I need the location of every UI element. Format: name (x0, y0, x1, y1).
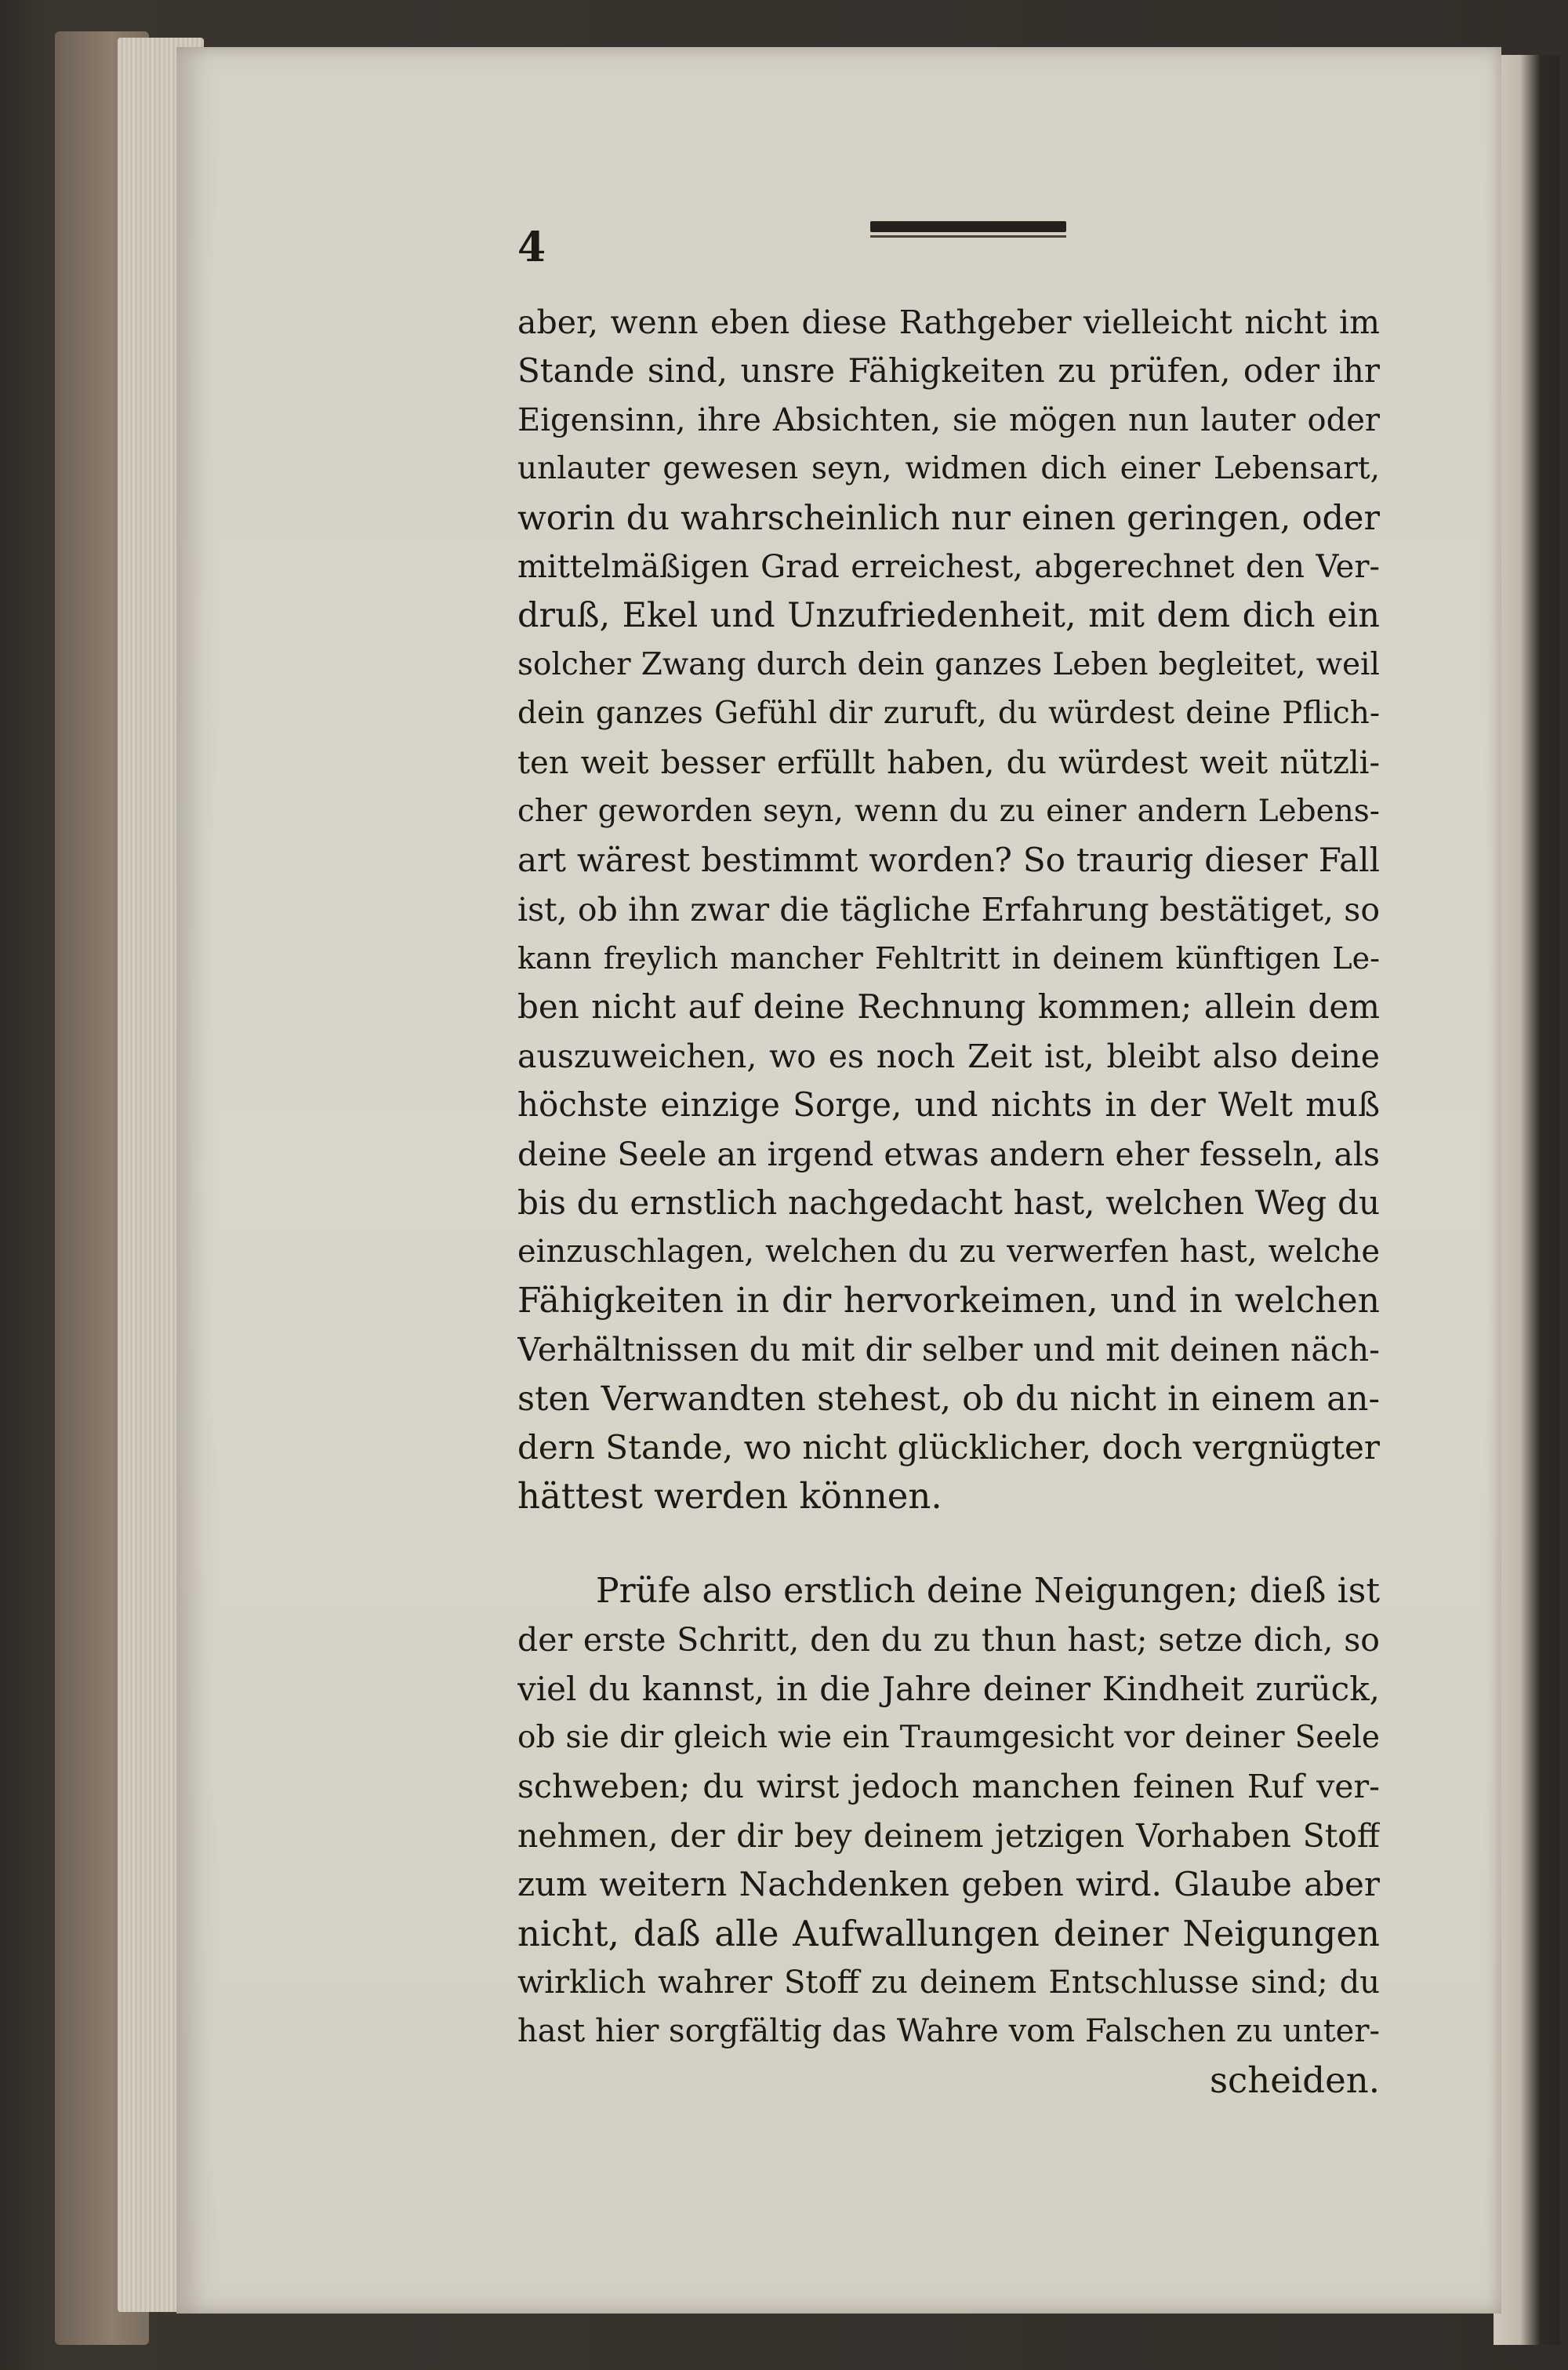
text-line: ben nicht auf deine Rechnung kommen; allein dem (517, 987, 1380, 1027)
text-line: Prüfe also erstlich deine Neigungen; dieß ist (596, 1570, 1380, 1611)
text-line: hättest werden können. (517, 1475, 942, 1518)
text-line: höchste einzige Sorge, und nichts in der Welt muß (517, 1085, 1380, 1125)
text-line: aber, wenn eben diese Rathgeber vielleicht nicht im (517, 304, 1380, 341)
text-line: ist, ob ihn zwar die tägliche Erfahrung bestätiget, so (517, 890, 1380, 929)
text-line: art wärest bestimmt worden? So traurig dieser Fall (517, 841, 1380, 880)
text-line: nehmen, der dir bey deinem jetzigen Vorhaben Stoff (517, 1816, 1380, 1855)
header-rule (870, 221, 1066, 232)
text-line: druß, Ekel und Unzufriedenheit, mit dem dich ein (517, 596, 1380, 636)
catchword: scheiden. (1209, 2059, 1380, 2101)
text-line: Fähigkeiten in dir hervorkeimen, und in welchen (517, 1280, 1380, 1321)
text-line: Verhältnissen du mit dir selber und mit deinen näch- (517, 1331, 1380, 1369)
text-line: dein ganzes Gefühl dir zuruft, du würdest deine Pflich- (517, 696, 1380, 732)
page-number: 4 (517, 224, 546, 271)
text-line: hast hier sorgfältig das Wahre vom Falschen zu unter- (517, 2013, 1380, 2050)
text-line: cher geworden seyn, wenn du zu einer andern Lebens- (517, 793, 1380, 829)
text-line: mittelmäßigen Grad erreichest, abgerechnet den Ver- (517, 548, 1380, 585)
text-line: sten Verwandten stehest, ob du nicht in einem an- (517, 1379, 1380, 1419)
text-line: zum weitern Nachdenken geben wird. Glaube aber (517, 1865, 1380, 1904)
text-line: Eigensinn, ihre Absichten, sie mögen nun lauter oder (517, 402, 1380, 438)
text-line: unlauter gewesen seyn, widmen dich einer Lebensart, (517, 451, 1380, 487)
text-line: einzuschlagen, welchen du zu verwerfen hast, welche (517, 1234, 1380, 1270)
paragraph-2 (517, 1567, 1380, 2056)
text-line: worin du wahrscheinlich nur einen geringen, oder (517, 498, 1380, 538)
paragraph-1 (517, 298, 1380, 1521)
text-line: auszuweichen, wo es noch Zeit ist, bleibt also deine (517, 1037, 1380, 1075)
text-line: bis du ernstlich nachgedacht hast, welchen Weg du (517, 1183, 1380, 1223)
text-line: wirklich wahrer Stoff zu deinem Entschlusse sind; du (517, 1964, 1380, 2001)
text-line: deine Seele an irgend etwas andern eher fesseln, als (517, 1135, 1380, 1173)
body-text (517, 298, 1380, 2105)
text-line: viel du kannst, in die Jahre deiner Kindheit zurück, (517, 1669, 1380, 1708)
text-line: ten weit besser erfüllt haben, du würdest weit nützli- (517, 744, 1380, 781)
text-line: ob sie dir gleich wie ein Traumgesicht vor deiner Seele (517, 1719, 1380, 1755)
text-line: nicht, daß alle Aufwallungen deiner Neigungen (517, 1912, 1380, 1954)
facing-page-edge (1494, 55, 1560, 2345)
text-line: solcher Zwang durch dein ganzes Leben begleitet, weil (517, 646, 1380, 682)
text-line: kann freylich mancher Fehltritt in deinem künftigen Le- (517, 941, 1380, 976)
text-line: dern Stande, wo nicht glücklicher, doch vergnügter (517, 1427, 1380, 1467)
text-line: der erste Schritt, den du zu thun hast; setze dich, so (517, 1621, 1380, 1659)
text-line: Stande sind, unsre Fähigkeiten zu prüfen, oder ihr (517, 351, 1380, 391)
text-line: schweben; du wirst jedoch manchen feinen Ruf ver- (517, 1768, 1380, 1806)
